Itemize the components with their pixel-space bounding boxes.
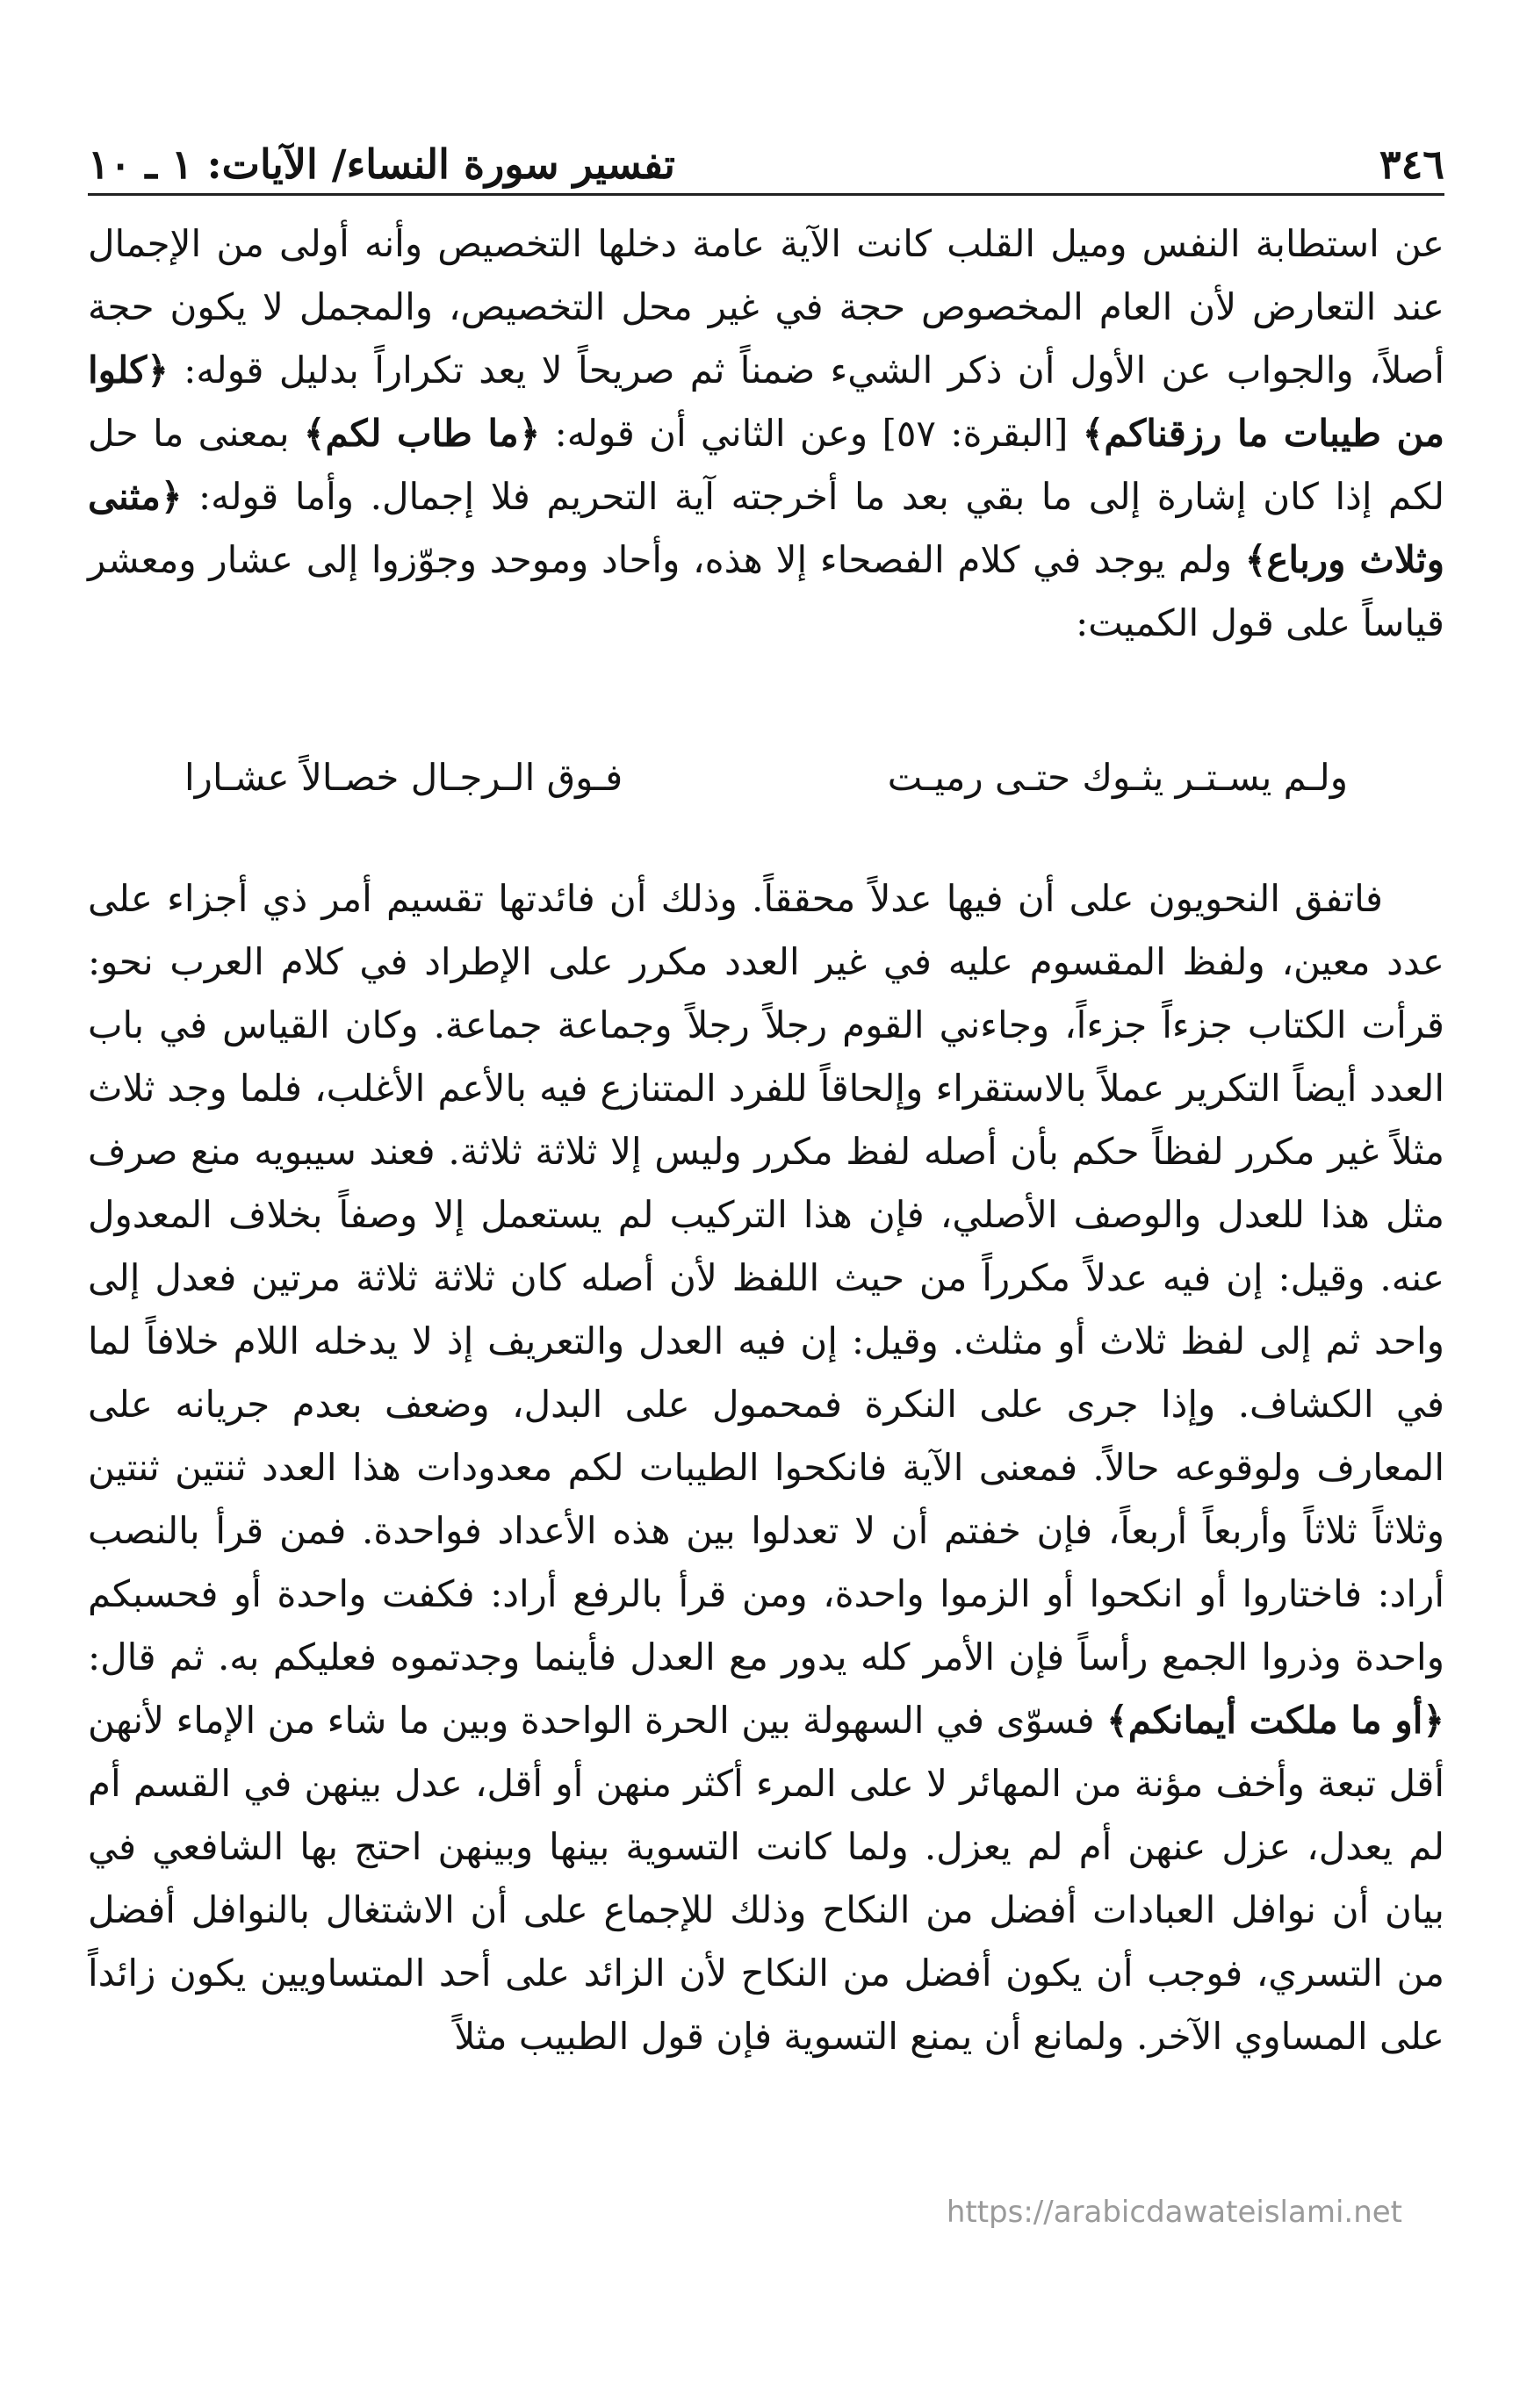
poetry-verse (88, 737, 1444, 816)
first-hemistich: ولـم يسـتـر يثـوك حتـى رميـت (887, 755, 1348, 799)
text-run: [البقرة: ٥٧] وعن الثاني أن قوله: (540, 412, 1083, 455)
paragraph-1 (88, 212, 1444, 655)
text-run: فسوّى في السهولة بين الحرة الواحدة وبين ما شاء من الإماء لأنهن أقل تبعة وأخف مؤنة من المهائر لا على المرء أكثر منهن أو أقل، عدل بينهن في القسم أم لم يعدل، عزل عنهن أم لم يعزل. ولما كانت التسوية بينها وبينهن احتج بها الشافعي في بيان أن نوافل العبادات أفضل من النكاح وذلك للإجماع على أن الاشتغال بالنوافل أفضل من التسري، فوجب أن يكون أفضل من النكاح لأن الزائد على أحد المتساويين يكون زائداً على المساوي الآخر. ولمانع أن يمنع التسوية فإن قول الطبيب مثلاً (88, 1699, 1444, 2058)
running-title: تفسير سورة النساء/ الآيات: ١ ـ ١٠ (88, 140, 675, 188)
quran-verse: ﴿أو ما ملكت أيمانكم﴾ (1106, 1699, 1444, 1742)
quran-verse: ﴿كلوا من طيبات ما رزقناكم﴾ (88, 349, 1444, 455)
text-run: بمعنى ما حل لكم إذا كان إشارة إلى ما بقي بعد ما أخرجته آية التحريم فلا إجمال. وأما قوله: (88, 412, 1444, 518)
text-run: ولم يوجد في كلام الفصحاء إلا هذه، وأحاد وموحد وجوّزوا إلى عشار ومعشر قياساً على قول الكميت: (88, 538, 1444, 644)
watermark-url: https://arabicdawateislami.net (946, 2195, 1402, 2230)
quran-verse: ﴿مثنى وثلاث ورباع﴾ (88, 475, 1444, 581)
page-number: ٣٤٦ (1379, 140, 1444, 188)
paragraph-2 (88, 867, 1444, 2068)
second-hemistich: فـوق الـرجـال خصـالاً عشـارا (184, 755, 623, 799)
text-run: عن استطابة النفس وميل القلب كانت الآية عامة دخلها التخصيص وأنه أولى من الإجمال عند التعارض لأن العام المخصوص حجة في غير محل التخصيص، والمجمل لا يكون حجة أصلاً، والجواب عن الأول أن ذكر الشيء ضمناً ثم صريحاً لا يعد تكراراً بدليل قوله: (88, 222, 1444, 392)
quran-verse: ﴿ما طاب لكم﴾ (303, 412, 541, 455)
text-run: فاتفق النحويون على أن فيها عدلاً محققاً. وذلك أن فائدتها تقسيم أمر ذي أجزاء على عدد معين، ولفظ المقسوم عليه في غير العدد مكرر على الإطراد في كلام العرب نحو: قرأت الكتاب جزءاً جزءاً، وجاءني القوم رجلاً رجلاً وجماعة جماعة. وكان القياس في باب العدد أيضاً التكرير عملاً بالاستقراء وإلحاقاً للفرد المتنازع فيه بالأعم الأغلب، فلما وجد ثلاث مثلاً غير مكرر لفظاً حكم بأن أصله لفظ مكرر وليس إلا ثلاثة ثلاثة. فعند سيبويه منع صرف مثل هذا للعدل والوصف الأصلي، فإن هذا التركيب لم يستعمل إلا وصفاً بخلاف المعدول عنه. وقيل: إن فيه عدلاً مكرراً من حيث اللفظ لأن أصله كان ثلاثة ثلاثة مرتين فعدل إلى واحد ثم إلى لفظ ثلاث أو مثلث. وقيل: إن فيه العدل والتعريف إذ لا يدخله اللام خلافاً لما في الكشاف. وإذا جرى على النكرة فمحمول على البدل، وضعف بعدم جريانه على المعارف ولوقوعه حالاً. فمعنى الآية فانكحوا الطيبات لكم معدودات هذا العدد ثنتين ثنتين وثلاثاً ثلاثاً وأربعاً أربعاً، فإن خفتم أن لا تعدلوا بين هذه الأعداد فواحدة. فمن قرأ بالنصب أراد: فاختاروا أو انكحوا أو الزموا واحدة، ومن قرأ بالرفع أراد: فكفت واحدة أو فحسبكم واحدة وذروا الجمع رأساً فإن الأمر كله يدور مع العدل فأينما وجدتموه فعليكم به. ثم قال: (88, 877, 1445, 1678)
page-header (88, 123, 1444, 196)
